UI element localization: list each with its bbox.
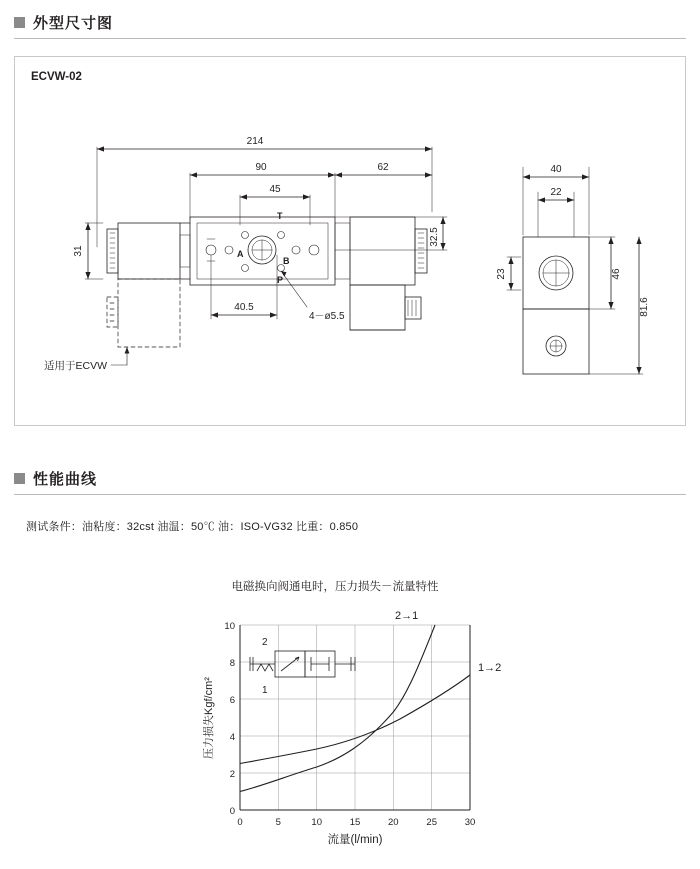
performance-section-divider: [14, 494, 686, 495]
dim-62-label: 62: [377, 162, 389, 173]
svg-text:10: 10: [311, 817, 322, 828]
svg-text:8: 8: [229, 658, 235, 669]
dim-81-6-label: 81.6: [639, 297, 650, 317]
svg-text:25: 25: [426, 817, 437, 828]
curve-2-to-1: [240, 625, 435, 792]
dim-40-label: 40: [550, 164, 562, 175]
dim-23-label: 23: [496, 268, 507, 280]
dim-90-label: 90: [255, 162, 267, 173]
port-A-label: A: [237, 249, 244, 259]
chart-y-ticks: [224, 621, 235, 817]
dim-214-label: 214: [246, 136, 264, 147]
chart-ylabel: 压力损失Kgf/cm²: [203, 677, 215, 759]
svg-text:6: 6: [229, 695, 235, 706]
chart-xlabel: 流量(l/min): [327, 834, 383, 846]
model-label: ECVW-02: [31, 71, 82, 83]
svg-text:1: 1: [262, 685, 268, 696]
svg-text:5: 5: [275, 817, 281, 828]
dimension-drawing-panel: [14, 56, 686, 426]
dim-45-label: 45: [269, 184, 281, 195]
section-marker-icon: [14, 17, 25, 28]
dim-40-5-label: 40.5: [234, 302, 254, 313]
curve-label-2-to-1: 2→1: [395, 610, 419, 622]
svg-text:0: 0: [229, 806, 235, 817]
chart-title: 电磁换向阀通电时，压力损失－流量特性: [231, 581, 439, 593]
dim-31-label: 31: [73, 245, 84, 257]
apply-note-label: 适用于ECVW: [44, 360, 107, 372]
svg-text:10: 10: [224, 621, 235, 632]
svg-text:0: 0: [237, 817, 243, 828]
svg-text:4: 4: [229, 732, 235, 743]
dim-22-label: 22: [550, 187, 562, 198]
svg-text:2: 2: [229, 769, 235, 780]
port-B-label: B: [283, 256, 290, 266]
svg-text:15: 15: [349, 817, 361, 828]
dimension-section-title: 外型尺寸图: [33, 15, 114, 32]
curve-label-1-to-2: 1→2: [478, 662, 502, 674]
performance-chart: [150, 575, 570, 855]
dimension-section-divider: [14, 38, 686, 39]
svg-text:2: 2: [262, 637, 268, 648]
performance-chart-svg: [150, 575, 570, 855]
performance-section-heading: [14, 468, 97, 489]
valve-symbol-icon: [250, 637, 355, 696]
test-conditions-text: 测试条件：油粘度：32cst 油温：50℃ 油：ISO-VG32 比重：0.850: [26, 521, 359, 533]
dimension-drawing-svg: [15, 57, 685, 425]
port-P-label: P: [277, 275, 284, 285]
chart-gridlines: [240, 625, 470, 810]
dim-32-5-label: 32.5: [429, 227, 440, 247]
dim-46-label: 46: [611, 268, 622, 280]
section-marker-icon-2: [14, 473, 25, 484]
port-T-label: T: [277, 211, 283, 221]
performance-section-title: 性能曲线: [33, 471, 98, 488]
dimension-section-heading: [14, 12, 113, 33]
chart-x-ticks: [237, 817, 475, 828]
svg-text:20: 20: [388, 817, 399, 828]
svg-text:30: 30: [464, 817, 476, 828]
hole-note-label: 4－ø5.5: [309, 311, 345, 322]
